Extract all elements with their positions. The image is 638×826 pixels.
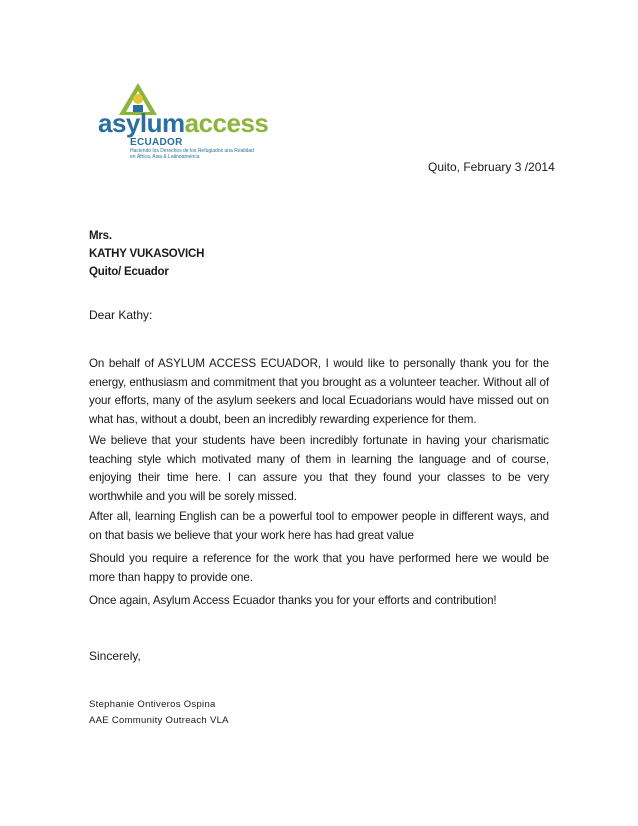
logo-wordmark: asylumaccess [98,108,269,138]
closing-line: Sincerely, [89,649,141,663]
body-paragraph-3: After all, learning English can be a powerful tool to empower people in different ways, and on that basis we believe that your work here has had great value [89,510,549,542]
letter-date: Quito, February 3 /2014 [428,160,555,174]
salutation: Dear Kathy: [89,308,153,322]
body-paragraph-5: Once again, Asylum Access Ecuador thanks you for your efforts and contribution! [89,594,497,607]
body-paragraph-4: Should you require a reference for the work that you have performed here we would be more than happy to provide one. [89,552,549,584]
body-paragraph-1: On behalf of ASYLUM ACCESS ECUADOR, I would like to personally thank you for the energy, enthusiasm and commitment that you brought as a volunteer teacher. Without all of your efforts, many of the asylum seekers and local Ecuadorians would have missed out on what has, without a doubt, been an incredibly rewarding experience for them. [89,357,549,426]
logo-subtitle: ECUADOR [130,137,183,148]
recipient-title: Mrs. [89,230,112,242]
logo-tagline: Haciendo los Derechos de los Refugiados una Realidad en África, Asia & Latinoamérica [130,148,254,160]
body-paragraph-2: We believe that your students have been incredibly fortunate in having your charismatic teaching style which motivated many of them in learning the language and of course, enjoying their time here. I can assure you that they found your classes to be very worthwhile and you will be sorely missed. [89,434,549,503]
recipient-city: Quito/ Ecuador [89,266,169,278]
recipient-name: KATHY VUKASOVICH [89,248,205,260]
signature-name: Stephanie Ontiveros Ospina [89,699,216,710]
organization-logo [96,82,269,170]
signature-role: AAE Community Outreach VLA [89,715,229,726]
